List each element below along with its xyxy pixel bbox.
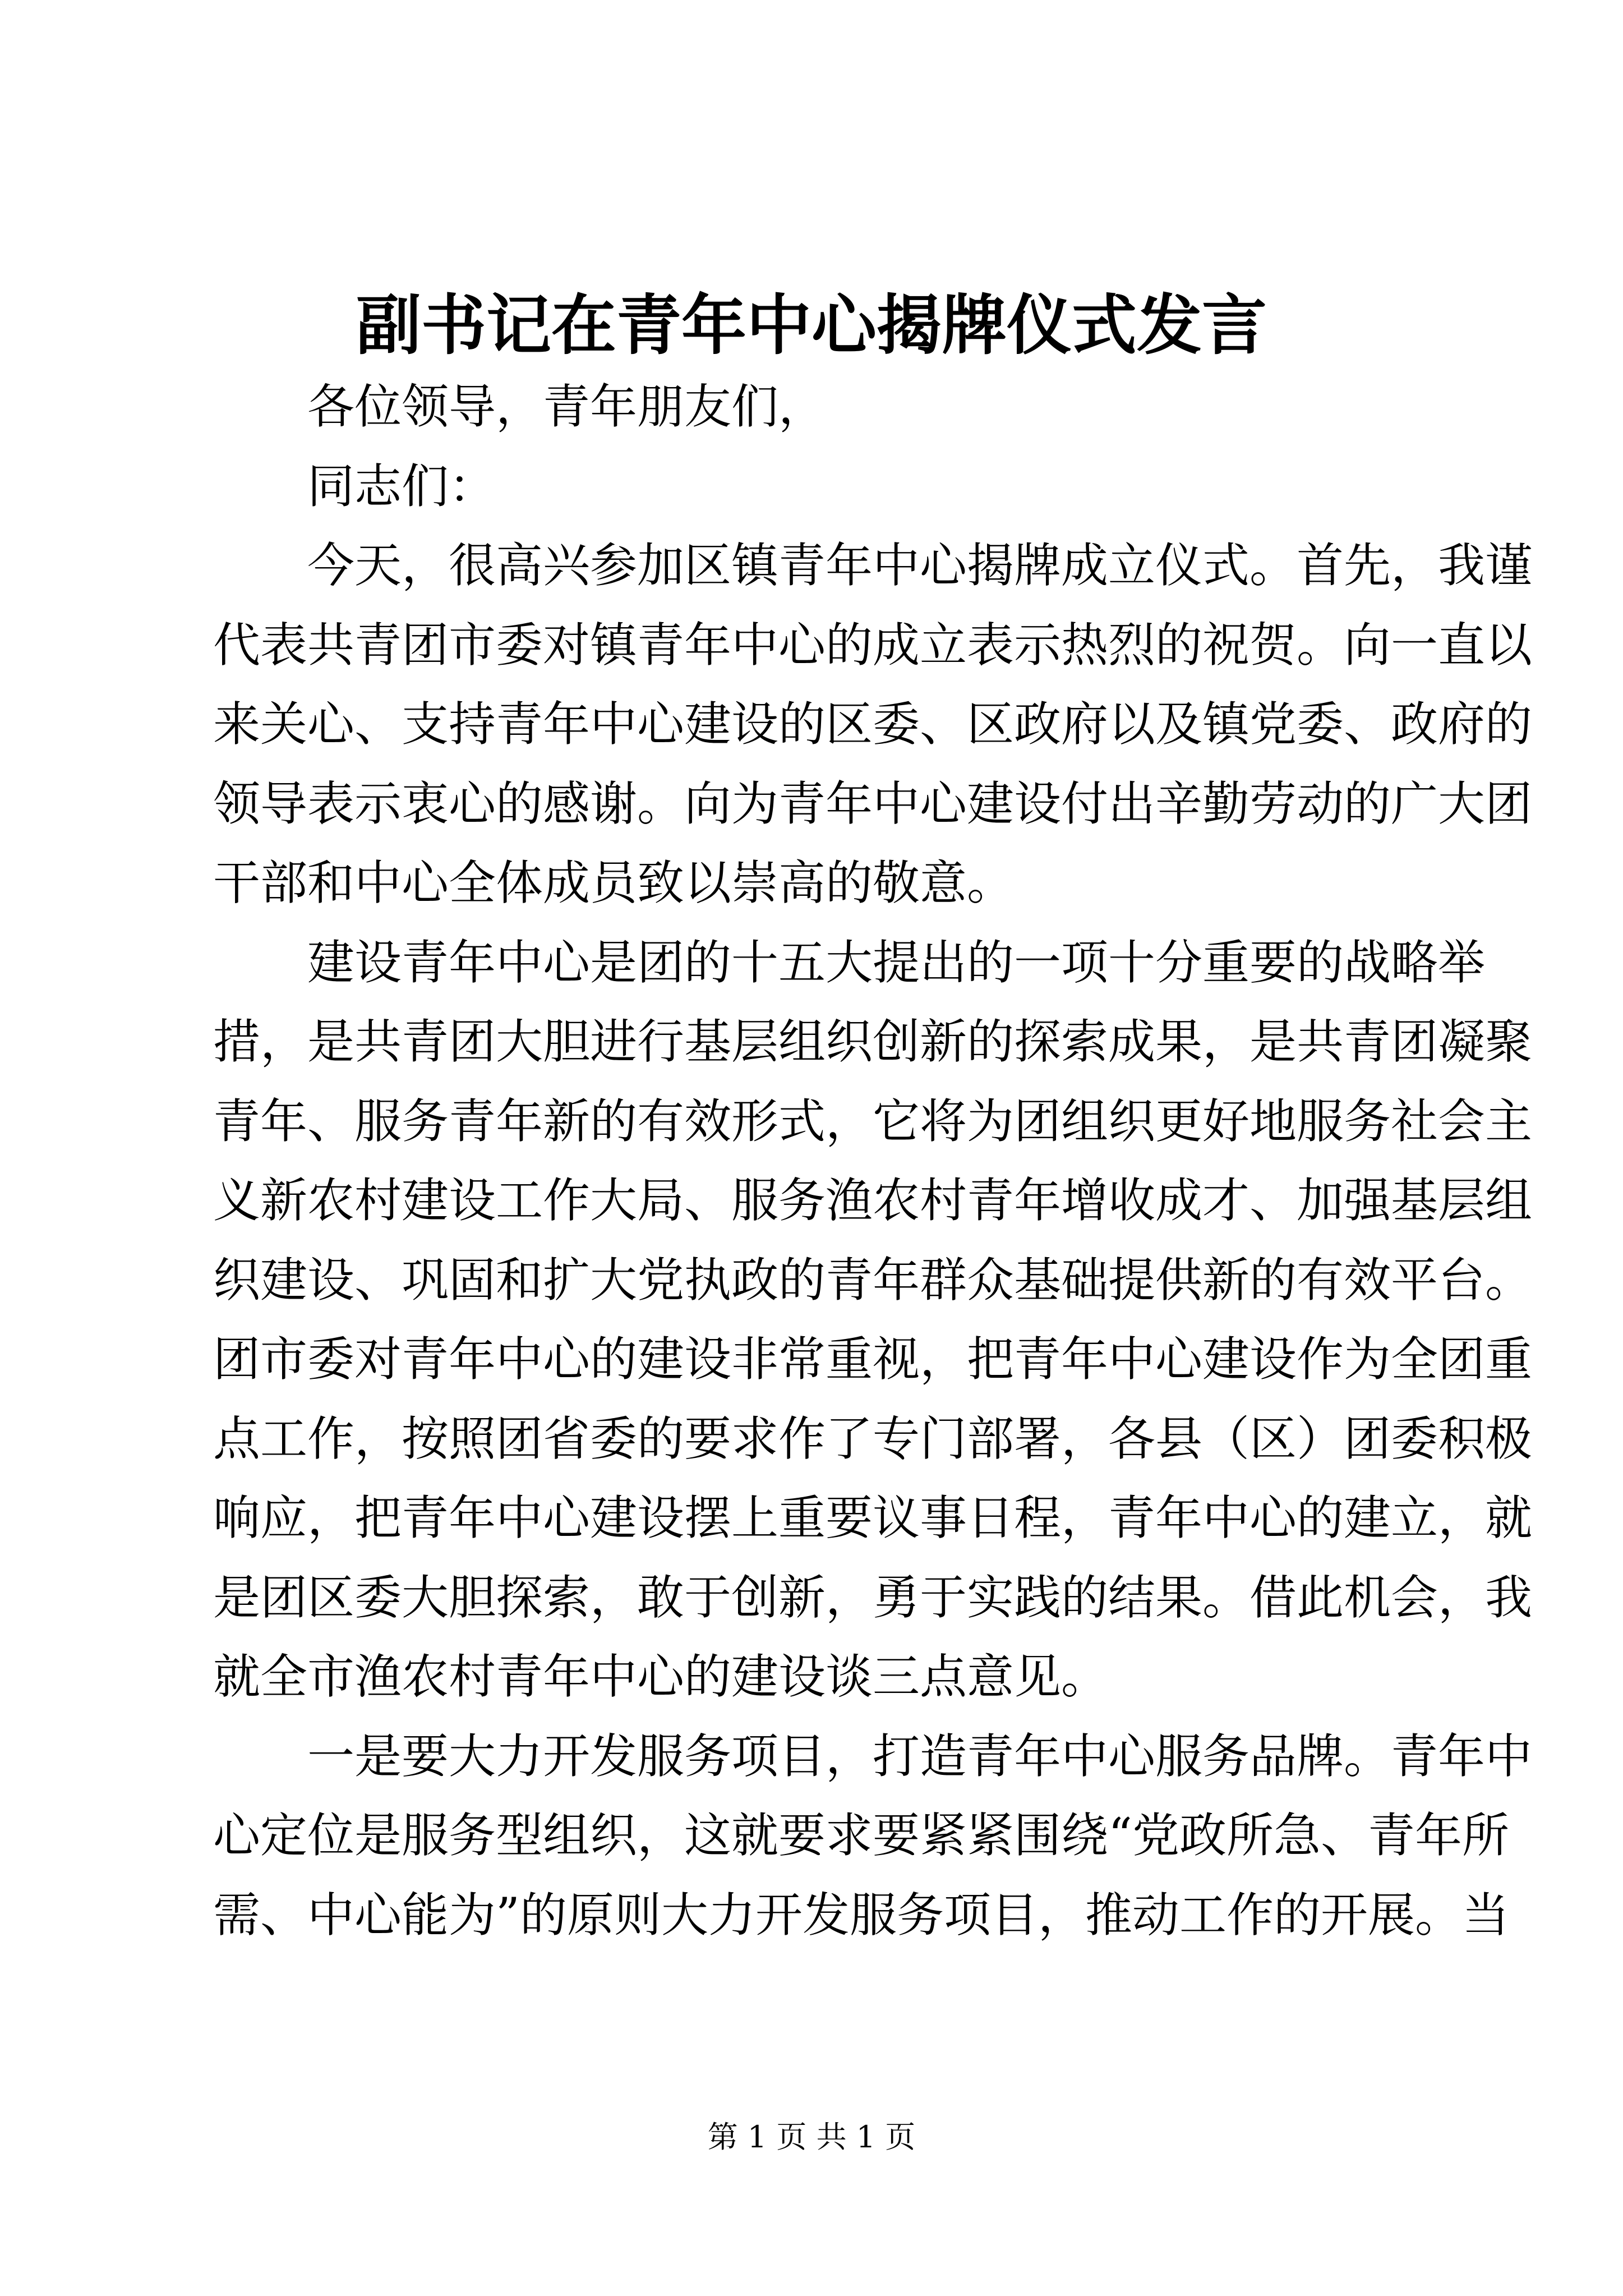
- text-line: 义新农村建设工作大局、服务渔农村青年增收成才、加强基层组: [213, 1173, 1533, 1228]
- text-line: 就全市渔农村青年中心的建设谈三点意见。: [213, 1649, 1109, 1704]
- text-line: 干部和中心全体成员致以崇高的敬意。: [213, 855, 1015, 910]
- text-line: 是团区委大胆探索，敢于创新，勇于实践的结果。借此机会，我: [213, 1570, 1533, 1625]
- text-line: 代表共青团市委对镇青年中心的成立表示热烈的祝贺。向一直以: [213, 617, 1533, 673]
- text-line: 点工作，按照团省委的要求作了专门部署，各县（区）团委积极: [213, 1411, 1533, 1466]
- text-line: 来关心、支持青年中心建设的区委、区政府以及镇党委、政府的: [213, 697, 1533, 752]
- text-line: 一是要大力开发服务项目，打造青年中心服务品牌。青年中: [307, 1728, 1533, 1784]
- page-footer: 第 1 页 共 1 页: [707, 2119, 916, 2155]
- text-line: 措，是共青团大胆进行基层组织创新的探索成果，是共青团凝聚: [213, 1014, 1533, 1069]
- text-line: 领导表示衷心的感谢。向为青年中心建设付出辛勤劳动的广大团: [213, 776, 1533, 831]
- document-body: [213, 367, 1533, 1955]
- text-line: 心定位是服务型组织，这就要求要紧紧围绕“党政所急、青年所: [213, 1808, 1509, 1863]
- text-line: 建设青年中心是团的十五大提出的一项十分重要的战略举: [307, 935, 1486, 990]
- text-line: 织建设、巩固和扩大党执政的青年群众基础提供新的有效平台。: [213, 1252, 1533, 1308]
- text-line: 各位领导，青年朋友们，: [307, 379, 826, 434]
- text-line: 响应，把青年中心建设摆上重要议事日程，青年中心的建立，就: [213, 1490, 1533, 1545]
- text-line: 今天，很高兴参加区镇青年中心揭牌成立仪式。首先，我谨: [307, 538, 1533, 593]
- document-title: 副书记在青年中心揭牌仪式发言: [356, 287, 1267, 364]
- text-line: 团市委对青年中心的建设非常重视，把青年中心建设作为全团重: [213, 1332, 1533, 1387]
- text-line: 同志们：: [307, 458, 496, 514]
- text-line: 青年、服务青年新的有效形式，它将为团组织更好地服务社会主: [213, 1093, 1533, 1149]
- text-line: 需、中心能为”的原则大力开发服务项目，推动工作的开展。当: [213, 1887, 1509, 1943]
